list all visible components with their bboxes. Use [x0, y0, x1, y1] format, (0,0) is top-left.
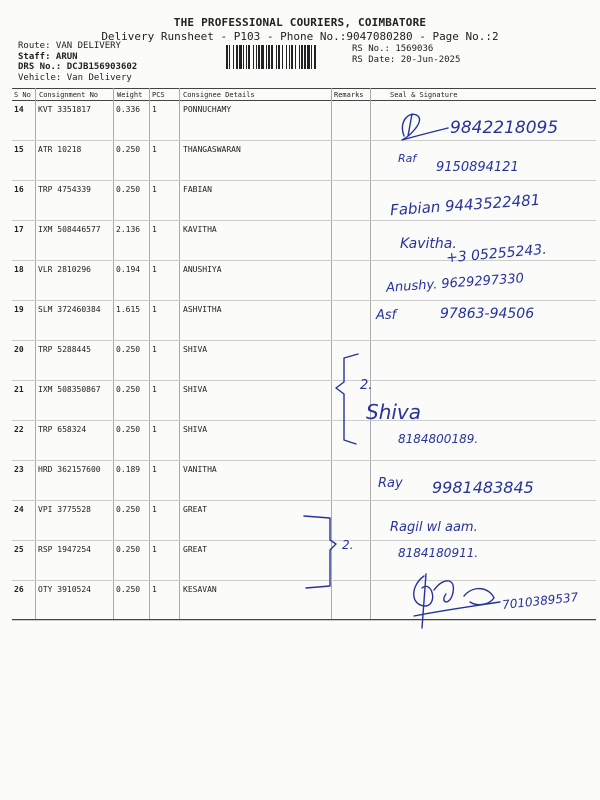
handwritten-phone: 7010389537 [501, 590, 579, 612]
row-pcs: 1 [152, 305, 157, 314]
table-row [12, 421, 596, 461]
rs-date: RS Date: 20-Jun-2025 [352, 55, 461, 65]
row-weight: 0.250 [116, 505, 141, 514]
staff-label: Staff: ARUN [18, 51, 78, 62]
row-sno: 14 [14, 105, 24, 114]
row-consignment-no: IXM 508446577 [38, 225, 101, 234]
row-consignee: FABIAN [183, 185, 212, 194]
row-pcs: 1 [152, 145, 157, 154]
row-sno: 15 [14, 145, 24, 154]
row-consignee: KAVITHA [183, 225, 217, 234]
handwritten-phone: 9981483845 [432, 478, 534, 497]
table-top-border [12, 88, 596, 89]
row-consignee: VANITHA [183, 465, 217, 474]
row-sno: 23 [14, 465, 24, 474]
row-pcs: 1 [152, 265, 157, 274]
row-weight: 2.136 [116, 225, 141, 234]
row-consignment-no: VLR 2810296 [38, 265, 91, 274]
handwritten-phone: 9150894121 [436, 160, 519, 175]
row-weight: 0.250 [116, 145, 141, 154]
handwritten-signature: Shiva [366, 400, 422, 424]
table-row [12, 381, 596, 421]
row-consignment-no: HRD 362157600 [38, 465, 101, 474]
row-weight: 1.615 [116, 305, 141, 314]
col-consignee: Consignee Details [183, 91, 255, 99]
row-consignee: KESAVAN [183, 585, 217, 594]
row-consignment-no: OTY 3910524 [38, 585, 91, 594]
handwritten-phone: 9842218095 [450, 118, 559, 138]
bracket-mark [332, 350, 362, 450]
row-sno: 26 [14, 585, 24, 594]
row-sno: 21 [14, 385, 24, 394]
row-consignee: SHIVA [183, 385, 208, 394]
row-sno: 19 [14, 305, 24, 314]
row-pcs: 1 [152, 385, 157, 394]
row-consignee: GREAT [183, 505, 208, 514]
row-sno: 22 [14, 425, 24, 434]
handwritten-signature: Ray [378, 476, 403, 491]
row-consignee: SHIVA [183, 425, 208, 434]
row-weight: 0.250 [116, 425, 141, 434]
row-pcs: 1 [152, 505, 157, 514]
handwritten-initial: Raf [398, 152, 417, 165]
handwritten-signature: Anushy. 9629297330 [385, 271, 525, 296]
row-consignment-no: ATR 10218 [38, 145, 82, 154]
handwritten-signature: Ragil wl aam. [390, 520, 478, 535]
runsheet-subtitle: Delivery Runsheet - P103 - Phone No.:9047080280 - Page No.:2 [101, 30, 499, 43]
handwritten-mark: 2. [342, 538, 354, 552]
bracket-mark [300, 512, 340, 592]
row-pcs: 1 [152, 105, 157, 114]
table-row [12, 341, 596, 381]
handwritten-signature: Fabian 9443522481 [389, 190, 541, 220]
row-consignee: PONNUCHAMY [183, 105, 232, 114]
row-consignment-no: IXM 508350867 [38, 385, 101, 394]
row-divider [12, 620, 596, 621]
row-sno: 18 [14, 265, 24, 274]
col-seal-signature: Seal & Signature [390, 91, 458, 99]
handwritten-phone: 97863-94506 [440, 306, 535, 322]
signature-14 [396, 106, 456, 146]
row-weight: 0.250 [116, 545, 141, 554]
signature-26 [404, 566, 504, 636]
row-pcs: 1 [152, 585, 157, 594]
rs-number: RS No.: 1569036 [352, 44, 434, 54]
row-sno: 24 [14, 505, 24, 514]
row-consignee: SHIVA [183, 345, 208, 354]
row-consignment-no: TRP 4754339 [38, 185, 91, 194]
handwritten-mark: 2. [360, 378, 373, 393]
row-consignee: THANGASWARAN [183, 145, 241, 154]
row-pcs: 1 [152, 225, 157, 234]
barcode [226, 45, 346, 69]
row-consignment-no: KVT 3351817 [38, 105, 91, 114]
col-pcs: PCS [152, 91, 165, 99]
row-consignee: GREAT [183, 545, 208, 554]
row-sno: 25 [14, 545, 24, 554]
row-consignment-no: RSP 1947254 [38, 545, 91, 554]
row-weight: 0.250 [116, 585, 141, 594]
row-weight: 0.189 [116, 465, 141, 474]
vehicle-label: Vehicle: Van Delivery [18, 72, 132, 83]
row-consignment-no: TRP 5288445 [38, 345, 91, 354]
handwritten-phone: 8184180911. [398, 546, 479, 560]
route-label: Route: VAN DELIVERY [18, 41, 121, 51]
col-weight: Weight [117, 91, 143, 99]
row-consignment-no: VPI 3775528 [38, 505, 91, 514]
col-consignment: Consignment No [39, 91, 99, 99]
row-pcs: 1 [152, 465, 157, 474]
row-sno: 17 [14, 225, 24, 234]
row-pcs: 1 [152, 185, 157, 194]
row-weight: 0.250 [116, 185, 141, 194]
drs-number: DRS No.: DCJB156903602 [18, 62, 138, 72]
row-consignee: ANUSHIYA [183, 265, 222, 274]
rs-info [352, 44, 460, 66]
row-consignment-no: SLM 372460384 [38, 305, 101, 314]
handwritten-phone: +3 05255243. [445, 241, 548, 267]
row-sno: 16 [14, 185, 24, 194]
handwritten-signature: Kavitha. [400, 236, 457, 252]
col-remarks: Remarks [334, 91, 364, 99]
row-pcs: 1 [152, 545, 157, 554]
row-consignee: ASHVITHA [183, 305, 222, 314]
row-weight: 0.250 [116, 385, 141, 394]
handwritten-phone: 8184800189. [398, 432, 479, 446]
runsheet-info [18, 41, 137, 83]
row-pcs: 1 [152, 425, 157, 434]
handwritten-signature: Asf [376, 308, 397, 323]
barcode-bar [316, 45, 317, 69]
col-sno: S No [14, 91, 31, 99]
row-weight: 0.336 [116, 105, 141, 114]
company-title: THE PROFESSIONAL COURIERS, COIMBATORE [173, 16, 427, 29]
row-weight: 0.250 [116, 345, 141, 354]
row-pcs: 1 [152, 345, 157, 354]
row-consignment-no: TRP 658324 [38, 425, 87, 434]
row-weight: 0.194 [116, 265, 141, 274]
row-sno: 20 [14, 345, 24, 354]
